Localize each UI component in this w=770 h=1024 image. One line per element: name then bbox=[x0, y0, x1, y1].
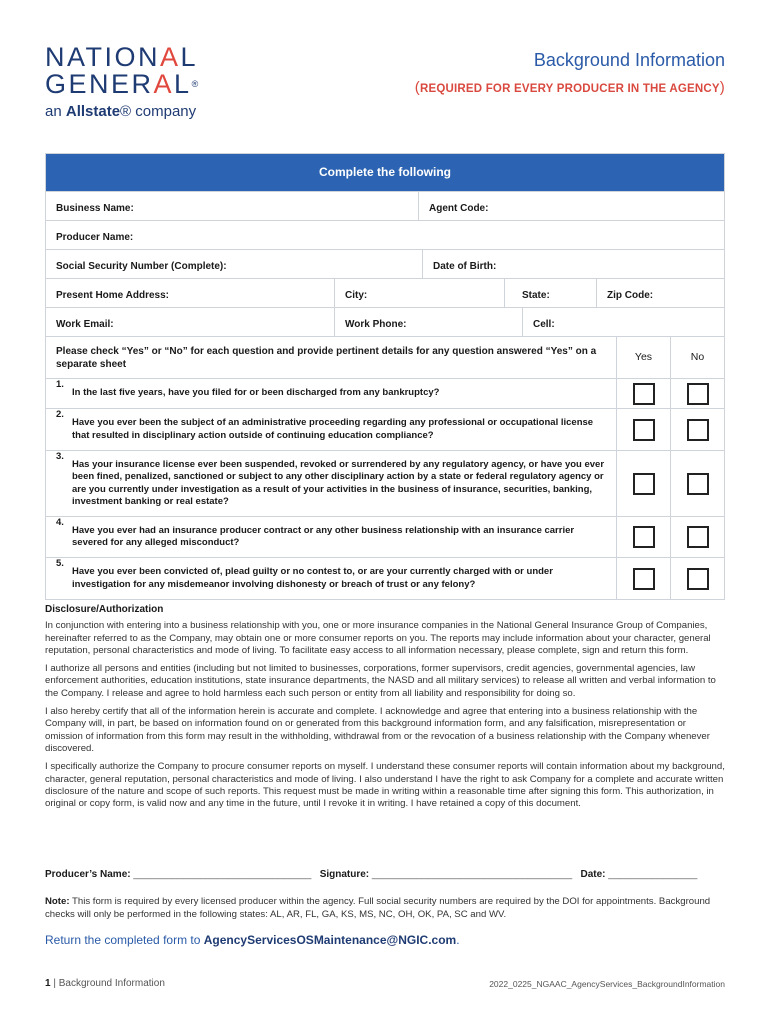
work-email-field[interactable]: Work Email: bbox=[56, 319, 114, 330]
question-4-no-checkbox[interactable] bbox=[687, 526, 709, 548]
question-text: Have you ever had an insurance producer contract or any other business relationship with an insurance carrier severed for any alleged misconduct? bbox=[72, 524, 575, 548]
signature-label: Signature: bbox=[319, 869, 370, 880]
return-email-link[interactable]: AgencyServicesOSMaintenance@NGIC.com bbox=[203, 933, 457, 947]
page-footer bbox=[45, 978, 725, 989]
question-5-yes-checkbox[interactable] bbox=[633, 568, 655, 590]
question-text: Has your insurance license ever been suspended, revoked or surrendered by any regulatory agency, or have you ever been fined, penalized, sanctioned or subject to any other disciplinary action by a state or federal regulatory agency or are you currently under investigation as a result of your activities in the business of insurance, securities, banking, investment banking or real estate? bbox=[72, 458, 605, 507]
business-name-field[interactable]: Business Name: bbox=[56, 203, 134, 214]
document-id: 2022_0225_NGAAC_AgencyServices_BackgroundInformation bbox=[489, 979, 725, 989]
document-subtitle: (REQUIRED FOR EVERY PRODUCER IN THE AGENCY) bbox=[414, 79, 725, 96]
question-row-5 bbox=[46, 557, 724, 599]
question-number: 4. bbox=[56, 517, 64, 528]
question-text: Have you ever been convicted of, plead guilty or no contest to, or are your currently charged with or under investigation for any misdemeanor involving dishonesty or breach of trust or any felony? bbox=[72, 566, 553, 590]
home-address-field[interactable]: Present Home Address: bbox=[56, 290, 169, 301]
question-2-no-checkbox[interactable] bbox=[687, 419, 709, 441]
question-3-no-checkbox[interactable] bbox=[687, 473, 709, 495]
question-number: 3. bbox=[56, 451, 64, 462]
dob-field[interactable]: Date of Birth: bbox=[422, 250, 724, 278]
question-1-no-checkbox[interactable] bbox=[687, 383, 709, 405]
producer-name-blank[interactable]: ________________________________ bbox=[133, 869, 312, 880]
document-title: Background Information bbox=[533, 50, 725, 70]
date-label: Date: bbox=[580, 869, 606, 880]
question-2-yes-checkbox[interactable] bbox=[633, 419, 655, 441]
disclosure-title: Disclosure/Authorization bbox=[45, 604, 164, 615]
logo-line-1: NATIONAL bbox=[45, 42, 199, 72]
form-row-business bbox=[46, 191, 724, 220]
ssn-field[interactable]: Social Security Number (Complete): bbox=[56, 261, 227, 272]
form-row-contact bbox=[46, 307, 724, 336]
form-row-ssn bbox=[46, 249, 724, 278]
date-blank[interactable]: ________________ bbox=[608, 869, 698, 880]
question-row-4 bbox=[46, 516, 724, 557]
question-text: Have you ever been the subject of an administrative proceeding regarding any professional or occupational license that resulted in disciplinary action outside of continuing education compliance? bbox=[72, 417, 594, 441]
question-row-2 bbox=[46, 408, 724, 450]
footer-left: 1 | Background Information bbox=[45, 978, 165, 989]
question-4-yes-checkbox[interactable] bbox=[633, 526, 655, 548]
cell-field[interactable]: Cell: bbox=[522, 308, 724, 336]
form-row-address bbox=[46, 278, 724, 307]
work-phone-field[interactable]: Work Phone: bbox=[334, 308, 522, 336]
return-instructions: Return the completed form to AgencyServicesOSMaintenance@NGIC.com. bbox=[45, 933, 460, 947]
yes-column-header: Yes bbox=[616, 337, 670, 378]
footer-label: Background Information bbox=[58, 978, 165, 989]
producer-name-field[interactable]: Producer Name: bbox=[56, 232, 134, 243]
signature-blank[interactable]: ____________________________________ bbox=[371, 869, 573, 880]
disclosure-paragraph-1: In conjunction with entering into a business relationship with you, one or more insurance companies in the National General Insurance Group of Companies, hereinafter referred to as the Company, may obtain one or more consumer reports on you. The reports may include information about your character, general reputation, personal characteristics and mode of living. To facilitate easy access to all information necessary, please complete, sign and return this form. bbox=[45, 620, 711, 656]
document-header bbox=[415, 50, 725, 96]
company-logo bbox=[45, 44, 205, 120]
form-heading: Complete the following bbox=[46, 154, 724, 191]
state-field[interactable]: State: bbox=[504, 279, 596, 307]
logo-line-2: GENERAL® bbox=[45, 69, 201, 99]
note-section bbox=[45, 896, 725, 921]
zip-field[interactable]: Zip Code: bbox=[596, 279, 724, 307]
note-label: Note: bbox=[45, 896, 70, 907]
question-number: 2. bbox=[56, 409, 64, 420]
note-text: This form is required by every licensed producer within the agency. Full social security numbers are required by the DOI for appointments. Background checks will only be performed in the following states: AL, AR, FL, GA, KS, MS, NC, OH, OK, PA, SC and WV. bbox=[45, 896, 711, 920]
producer-name-label: Producer’s Name: bbox=[45, 869, 131, 880]
question-number: 1. bbox=[56, 379, 64, 390]
signature-line bbox=[45, 869, 725, 880]
question-1-yes-checkbox[interactable] bbox=[633, 383, 655, 405]
question-5-no-checkbox[interactable] bbox=[687, 568, 709, 590]
city-field[interactable]: City: bbox=[334, 279, 504, 307]
questions-header bbox=[46, 336, 724, 378]
page-number: 1 bbox=[45, 978, 51, 989]
disclosure-paragraph-4: I specifically authorize the Company to procure consumer reports on myself. I understand these consumer reports will contain information about my background, character, general reputation, personal characteristics and mode of living. I also understand I have the right to ask Company for a complete and accurate written disclosure of the nature and scope of such reports. This request must be made in writing within a reasonable time after signing this form. This authorization, in original or copy form, is valid now and any time in the future, until I revoke it in writing. I have retained a copy of this document. bbox=[45, 761, 725, 810]
form-row-producer bbox=[46, 220, 724, 249]
logo-tagline: an Allstate® company bbox=[45, 103, 197, 120]
disclosure-paragraph-3: I also hereby certify that all of the information herein is accurate and complete. I acknowledge and agree that entering into a business relationship with the Company will, in part, be based on information found on or generated from this background information form, and any falsification, misrepresentation or omission of information from this form may result in the withholding, withdrawal from or the revocation of a business relationship with the Company whenever discovered. bbox=[45, 706, 710, 754]
disclosure-section bbox=[45, 604, 725, 816]
producer-form bbox=[45, 153, 725, 600]
agent-code-field[interactable]: Agent Code: bbox=[418, 192, 724, 220]
question-text: In the last five years, have you filed for or been discharged from any bankruptcy? bbox=[72, 387, 440, 399]
questions-instructions: Please check “Yes” or “No” for each question and provide pertinent details for any question answered “Yes” on a separate sheet bbox=[56, 346, 597, 370]
question-3-yes-checkbox[interactable] bbox=[633, 473, 655, 495]
question-row-3 bbox=[46, 450, 724, 516]
question-row-1 bbox=[46, 378, 724, 408]
disclosure-paragraph-2: I authorize all persons and entities (including but not limited to businesses, corporations, former supervisors, credit agencies, governmental agencies, law enforcement authorities, education institutions, state insurance departments, the NASD and all military services) to release all written and verbal information to the Company. I release and agree to hold harmless each such person or entity from all liability and responsibility for doing so. bbox=[45, 663, 716, 699]
no-column-header: No bbox=[670, 337, 724, 378]
question-number: 5. bbox=[56, 558, 64, 569]
